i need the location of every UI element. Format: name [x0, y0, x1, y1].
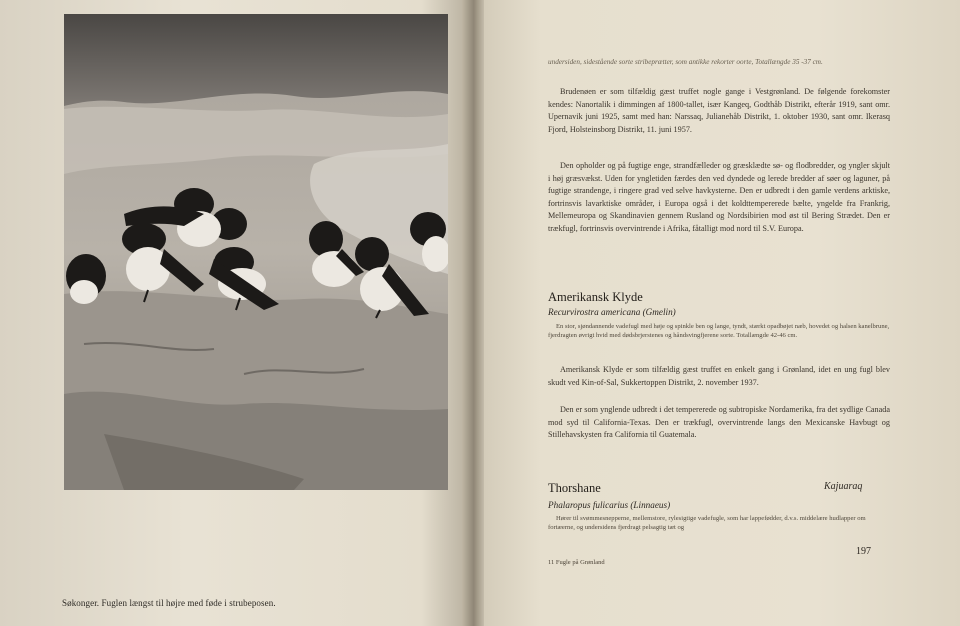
section-title-thorshane: Thorshane	[548, 481, 601, 495]
paragraph-1: Brudenøen er som tilfældig gæst truffet nogle gange i Vestgrønland. De følgende forekomster kendes: Nanortalik i dimmingen af 1800-tallet, især Kangeq, Godthåb Distrikt, efterår 1919, sant omr. Upernavik juni 1925, samt med han: Narssaq, Julianehåb Distrikt, 1. oktober 1930, sant omr. Ikerasq Fjord, Holsteinsborg Distrikt, 11. juni 1957.	[548, 87, 890, 134]
paragraph-2: Den opholder og på fugtige enge, strandfælleder og græsklædte sø- og flodbredder, og yngler skjult i høj græsvækst. Uden for yngletiden færdes den ved dyndede og lerede bredder af søer og laguner, på fugtige strandenge, i ringere grad ved selve havkysterne. Den er udbredt i den gamle verdens arktiske, fortrinsvis lavarktiske områder, i Europa også i det koldttempererede bælte, yngelde fra Frankrig, Mellemeuropa og Skandinavien gennem Rusland og Nordsibirien mod øst til Bering Strædet. Den er trækfugl, fortrinsvis overvintrende i Afrika, fåtalligt mod nord til S.V. Europa.	[548, 161, 890, 233]
section1-paragraph-2: Den er som ynglende udbredt i det tempererede og subtropiske Nordamerika, fra det sydlige Canada mod syd til California-Texas. Den er trækfugl, overvintrende langs den Mexicanske Havbugt og Stillehavskysten fra California til Guatemala.	[548, 405, 890, 440]
description-2: Hører til svømmesnepperne, mellemstore, rylesigtige vadefugle, som har lappefødder, d.v.s. middelære hudlapper om fortæerne, og undersidens fjerdragt pelsagtig tæt og	[548, 515, 866, 532]
right-page	[484, 0, 960, 626]
section1-paragraph-1: Amerikansk Klyde er som tilfældig gæst truffet en enkelt gang i Grønland, idet en ung fugl blev skudt ved Kin-of-Sal, Sukkertoppen Distrikt, 2. november 1937.	[548, 365, 890, 387]
greenlandic-name: Kajuaraq	[824, 481, 863, 492]
photo-caption: Søkonger. Fuglen længst til højre med føde i strubeposen.	[62, 598, 276, 608]
auks-photo	[64, 14, 448, 490]
page-number: 197	[856, 546, 871, 557]
scientific-name-2: Phalaropus fulicarius (Linnaeus)	[548, 500, 671, 510]
section-title-amerikansk-klyde: Amerikansk Klyde	[548, 290, 643, 304]
top-fragment: undersiden, sidestående sorte stribeprætter, som antikke rekorter oorte, Totallængde 35 -37 cm.	[548, 58, 823, 66]
scientific-name-1: Recurvirostra americana (Gmelin)	[548, 307, 676, 317]
little-auks-image	[64, 14, 448, 490]
page-footer: 11 Fugle på Grønland	[548, 559, 605, 566]
description-1: En stor, sjøndannende vadefugl med høje og spinkle ben og lange, tyndt, stærkt opadbøjet næb, hovedet og halsen kanelbrune, fjerdragten øvrigt hvid med dødsbrjerstenes og håndsvingfjerene sorte. Totallængde 42-46 cm.	[548, 323, 890, 340]
left-page	[0, 0, 468, 626]
